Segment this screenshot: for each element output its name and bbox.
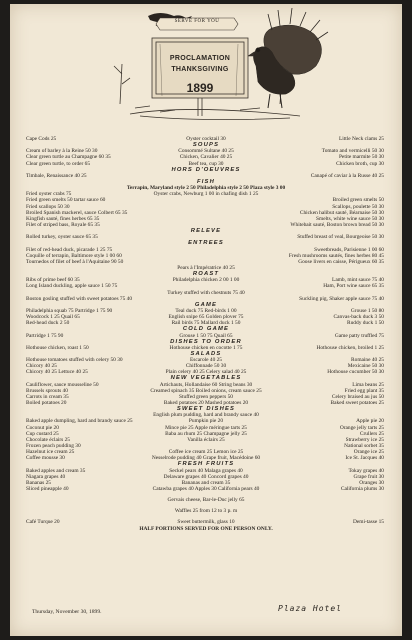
item-right: Hothouse chicken, broiled 1 25 <box>316 344 384 351</box>
item-left: Hothouse tomatoes stuffed with celery 50 30 <box>26 357 123 364</box>
item-right: Crullers 25 <box>359 430 384 437</box>
year: 1899 <box>186 81 214 95</box>
item-right: Demi-tasse 15 <box>353 519 384 526</box>
item-left: Chicory 40 25 <box>26 363 57 370</box>
item-right: Whitebait sauté, Boston brown bread 50 30 <box>290 221 384 228</box>
item-center: HALF PORTIONS SERVED FOR ONE PERSON ONLY. <box>139 525 273 532</box>
menu-date: Thursday, November 30, 1899. <box>32 609 102 615</box>
item-left: Tournedos of filet of beef à l'Aquitaine 90 50 <box>26 258 124 265</box>
item-center: GAME <box>194 301 218 308</box>
item-left: Boiled potatoes 20 <box>26 400 67 407</box>
item-left: Carrots in cream 35 <box>26 393 69 400</box>
item-left: Partridge 1 75 90 <box>26 332 64 339</box>
item-left: Café Turque 20 <box>26 519 60 526</box>
item-right: Grouse 1 50 80 <box>350 307 384 314</box>
item-left: Filet of red-head duck, picarade 1 25 75 <box>26 246 113 253</box>
item-right: Chicken broth, cup 30 <box>336 160 384 167</box>
item-center: COLD GAME <box>182 326 230 333</box>
item-center: FRESH FRUITS <box>177 461 235 468</box>
item-center: Grouse 1 50 75 Quail 65 <box>179 332 233 339</box>
item-center: Coffee ice cream 25 Lemon ice 25 <box>168 449 244 456</box>
item-center: Catawba grapes 40 Apples 30 California pears 40 <box>152 486 260 493</box>
item-left: Niagara grapes 40 <box>26 473 66 480</box>
item-left: Baked apples and cream 35 <box>26 467 86 474</box>
item-center: SWEET DISHES <box>176 406 236 413</box>
item-left: Frozen peach pudding 30 <box>26 443 81 450</box>
item-center: Creamed spinach 35 Boiled onions, cream sauce 25 <box>150 387 262 394</box>
item-left: Bananas 25 <box>26 479 52 486</box>
item-center: Beef tea, cup 30 <box>188 160 224 167</box>
item-center: Seckel pears 40 Malaga grapes 40 <box>169 467 243 474</box>
item-center: Oyster crabs, Newburg 1 00 in chafing dish 1 25 <box>153 191 259 198</box>
item-center: English snipe 65 Golden plover 75 <box>168 314 244 321</box>
item-center: Plain celery 40 25 Celery salad 40 25 <box>165 369 247 376</box>
item-right: Stuffed breast of veal, Bourgeoise 50 30 <box>297 234 384 241</box>
item-right: Orange jelly tarts 25 <box>339 424 384 431</box>
item-left: Sliced pineapple 40 <box>26 486 69 493</box>
item-center: ENTREES <box>188 240 224 247</box>
item-center: Teal duck 75 Red-birds 1 00 <box>175 307 237 314</box>
item-right: Grape fruit 30 <box>353 473 384 480</box>
item-right: Orange ice 25 <box>353 449 384 456</box>
item-left: Chicory 40 25 Lettuce 40 25 <box>26 369 88 376</box>
item-left: Coffee mousse 30 <box>26 455 65 462</box>
menu-card <box>10 4 402 636</box>
item-center: English plum pudding, hard and brandy sauce 40 <box>153 412 259 419</box>
item-right: Goose livers en caisse, Périgueux 60 35 <box>298 258 384 265</box>
item-right: Baked sweet potatoes 25 <box>330 400 384 407</box>
item-center: Terrapin, Maryland style 2 50 Philadelphia style 2 50 Plaza style 3 00 <box>126 185 286 192</box>
sub-heading <box>10 526 402 532</box>
item-center: ROAST <box>192 271 220 278</box>
hotel-signature: Plaza Hotel <box>278 604 342 613</box>
item-right: Sweetbreads, Parisienne 1 00 60 <box>314 246 384 253</box>
item-left: Rolled turkey, oyster sauce 65 35 <box>26 234 98 241</box>
item-center: Oyster cocktail 30 <box>186 136 226 142</box>
item-left: Fried oyster crabs 75 <box>26 191 72 198</box>
item-left: Broiled Spanish mackerel, sauce Colbert 65 35 <box>26 209 128 216</box>
item-center: Gervais cheese, Bar-le-Duc jelly 65 <box>167 497 245 504</box>
item-right: Little Neck clams 25 <box>338 136 384 142</box>
item-center: Mince pie 25 Apple méringue tarts 25 <box>165 424 247 431</box>
item-right: Scallops, poulette 50 30 <box>332 203 384 210</box>
item-center: Chiffonnade 50 30 <box>185 363 227 370</box>
item-center: Baba au rhum 25 Champagne jelly 25 <box>165 430 247 437</box>
item-right: Celery braised au jus 50 <box>331 393 384 400</box>
item-left: Fried scallops 50 30 <box>26 203 70 210</box>
item-center: Artichauts, Hollandaise 60 String beans 30 <box>159 381 253 388</box>
item-right: Strawberry ice 25 <box>345 436 384 443</box>
item-center: DISHES TO ORDER <box>170 338 242 345</box>
turkey-illustration <box>248 8 328 108</box>
item-left: Brussels sprouts 40 <box>26 387 68 394</box>
item-center: Waffles 25 from 12 to 3 p. m <box>174 508 238 515</box>
item-left: Cup custard 25 <box>26 430 59 437</box>
item-right: Ham, Port wine sauce 65 35 <box>323 283 384 290</box>
sign-line-2: THANKSGIVING <box>171 66 229 73</box>
item-right: Mexicaine 50 30 <box>347 363 384 370</box>
item-right: Fried egg plant 35 <box>344 387 384 394</box>
item-right: Smelts, white wine sauce 50 30 <box>316 215 384 222</box>
item-center: FISH <box>196 178 215 185</box>
item-right: Petite marmite 50 30 <box>338 154 384 161</box>
item-right: Chicken halibut sauté, Béarnaise 50 30 <box>299 209 384 216</box>
item-right: Fresh mushrooms sautés, fines herbes 80 45 <box>288 252 384 259</box>
item-left: Red-head duck 2 50 <box>26 320 70 327</box>
item-left: Cream of barley à la Reine 50 30 <box>26 148 98 155</box>
item-left: Coconut pie 20 <box>26 424 59 431</box>
item-right: Suckling pig, Shaker apple sauce 75 40 <box>299 295 384 302</box>
item-left: Filet of striped bass, Royale 65 35 <box>26 221 100 228</box>
item-left: Clear green turtle au Champagne 60 35 <box>26 154 111 161</box>
item-left: Timbale, Renaissance 40 25 <box>26 172 87 179</box>
item-right: Tokay grapes 40 <box>348 467 384 474</box>
item-left: Hazelnut ice cream 25 <box>26 449 75 456</box>
menu-row <box>10 497 402 503</box>
item-center: Pears à l'Impératrice 40 25 <box>177 264 235 271</box>
item-right: Game patty truffled 75 <box>334 332 384 339</box>
item-right: Oranges 30 <box>359 479 384 486</box>
item-right: Apple pie 20 <box>356 418 384 425</box>
item-left: Coquille of terrapin, Baltimore style 1 00 60 <box>26 252 122 259</box>
item-center: Pumpkin pie 20 <box>188 418 224 425</box>
item-left: Woodcock 1 25 Quail 65 <box>26 314 80 321</box>
item-center: RELEVE <box>190 228 222 235</box>
sign-line-1: PROCLAMATION <box>169 55 231 62</box>
menu-row <box>10 486 402 492</box>
item-left: Philadelphia squab 75 Partridge 1 75 90 <box>26 307 113 314</box>
item-center: SALADS <box>190 350 222 357</box>
item-center: Consommé Sultane 40 25 <box>178 148 234 155</box>
item-center: Nesselrode pudding 40 Grape fruit, Macédoine 60 <box>151 455 261 462</box>
item-center: SOUPS <box>192 142 220 149</box>
item-center: NEW VEGETABLES <box>170 375 242 382</box>
item-right: Lima beans 25 <box>352 381 384 388</box>
item-left: Cape Cods 25 <box>26 136 57 142</box>
item-right: Ice St. Jacques 40 <box>345 455 384 462</box>
item-center: HORS D'OEUVRES <box>171 166 241 173</box>
item-center: Hothouse chicken en cocotte 1 75 <box>169 344 243 351</box>
item-left: Ribs of prime beef 60 35 <box>26 277 80 284</box>
item-right: Tomato and vermicelli 50 30 <box>321 148 384 155</box>
item-left: Baked apple dumpling, hard and brandy sauce 25 <box>26 418 133 425</box>
menu-row <box>10 508 402 514</box>
item-right: Broiled green smelts 50 <box>332 197 384 204</box>
item-right: Lamb, mint sauce 75 40 <box>332 277 384 284</box>
item-right: California plums 30 <box>340 486 384 493</box>
item-center: Bananas and cream 35 <box>181 479 231 486</box>
menu-body <box>10 136 402 532</box>
item-center: Turkey stuffed with chestnuts 75 40 <box>167 289 245 296</box>
item-left: Chocolate éclairs 25 <box>26 436 71 443</box>
item-left: Fried green smelts 50 tartar sauce 60 <box>26 197 106 204</box>
item-center: Rail birds 75 Mallard duck 1 50 <box>171 320 241 327</box>
item-center: Sweet buttermilk, glass 10 <box>177 519 235 526</box>
item-left: Kingfish sauté, fines herbes 65 35 <box>26 215 100 222</box>
item-left: Cauliflower, sauce mousseline 50 <box>26 381 99 388</box>
item-center: Vanilla éclairs 25 <box>187 436 225 443</box>
item-center: Stuffed green peppers 50 <box>179 393 233 400</box>
item-right: National sorbet 35 <box>344 443 384 450</box>
item-right: Ruddy duck 1 50 <box>347 320 384 327</box>
item-left: Boston gosling stuffed with sweet potatoes 75 40 <box>26 295 133 302</box>
item-right: Canvas-back duck 3 50 <box>333 314 384 321</box>
item-left: Long Island duckling, apple sauce 1 50 75 <box>26 283 118 290</box>
item-center: Philadelphia chicken 2 00 1 00 <box>172 277 240 284</box>
item-right: Romaine 40 25 <box>351 357 384 364</box>
item-center: Delaware grapes 40 Concord grapes 40 <box>163 473 249 480</box>
item-center: Baked potatoes 20 Mashed potatoes 20 <box>163 400 249 407</box>
ribbon-text: SERVE FOR YOU <box>174 19 220 24</box>
item-left: Clear green turtle, to order 65 <box>26 160 91 167</box>
item-right: Hothouse cucumber 50 30 <box>327 369 384 376</box>
item-center: Chicken, Cavalier 40 25 <box>179 154 233 161</box>
proclamation-sign <box>152 38 248 116</box>
item-center: Escarole 40 25 <box>189 357 223 364</box>
item-left: Hothouse chicken, roast 1 50 <box>26 344 89 351</box>
item-right: Canapé of caviar à la Russe 40 25 <box>310 172 384 179</box>
